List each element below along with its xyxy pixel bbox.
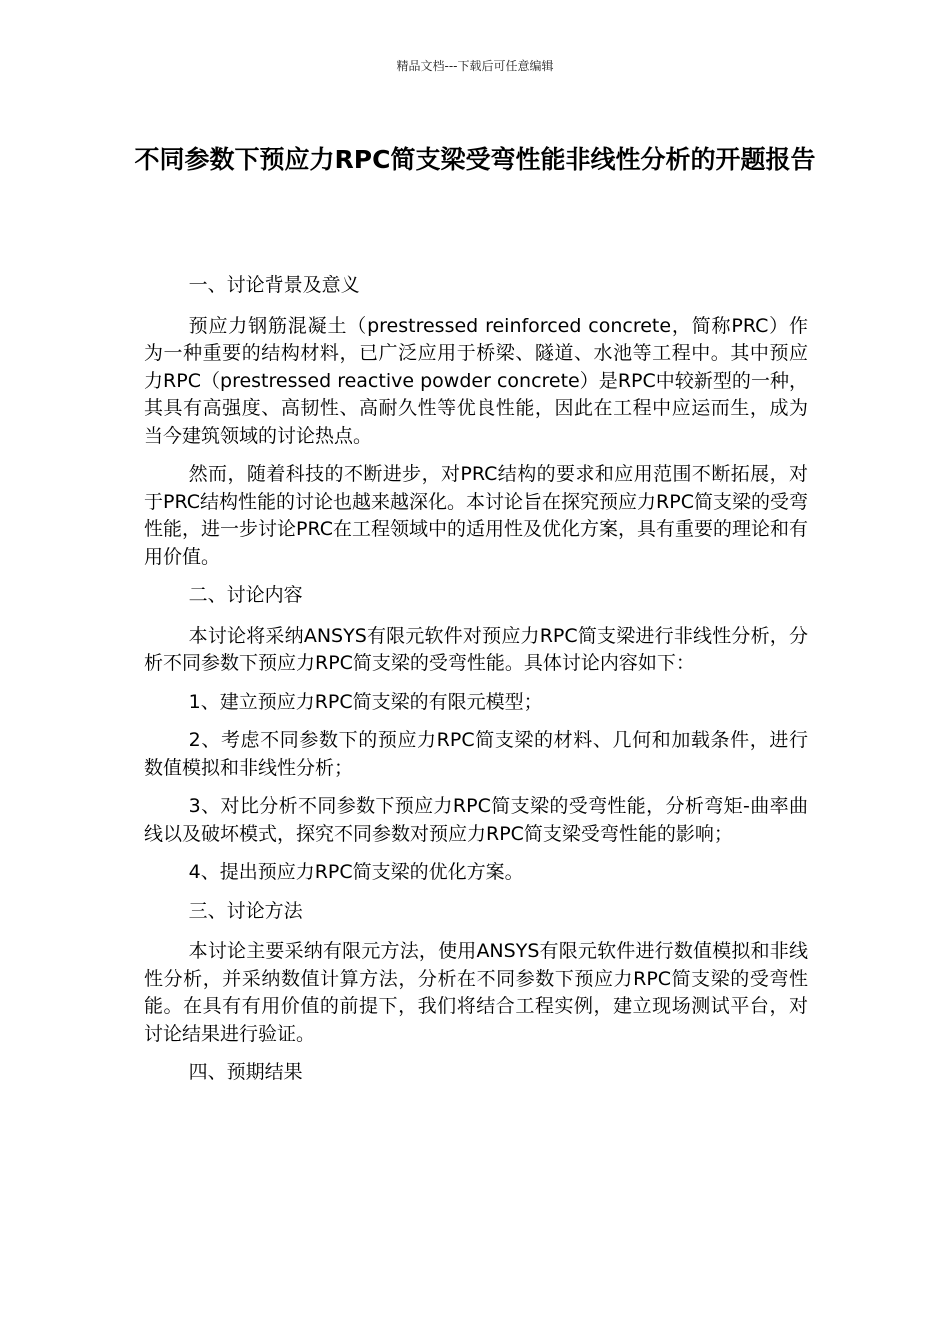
- list-item: 4、提出预应力RPC简支梁的优化方案。: [188, 861, 524, 883]
- document-body: [144, 272, 808, 1100]
- section-heading: 一、讨论背景及意义: [188, 274, 360, 296]
- section-heading: 二、讨论内容: [188, 584, 303, 606]
- header-note: 精品文档---下载后可任意编辑: [396, 59, 554, 73]
- list-item: 1、建立预应力RPC简支梁的有限元模型；: [188, 690, 543, 713]
- list-item: 3、对比分析不同参数下预应力RPC简支梁的受弯性能，分析弯矩-曲率曲线以及破坏模式，探究不同参数对预应力RPC简支梁受弯性能的影响；: [144, 795, 808, 845]
- paragraph: 预应力钢筋混凝土（prestressed reinforced concrete，简称PRC）作为一种重要的结构材料，已广泛应用于桥梁、隧道、水池等工程中。其中预应力RPC（prestressed reactive powder concrete）是RPC中较新型的一种，其具有高强度、高韧性、高耐久性等优良性能，因此在工程中应运而生，成为当今建筑领域的讨论热点。: [144, 314, 808, 447]
- paragraph: 然而，随着科技的不断进步，对PRC结构的要求和应用范围不断拓展，对于PRC结构性能的讨论也越来越深化。本讨论旨在探究预应力RPC简支梁的受弯性能，进一步讨论PRC在工程领域中的适用性及优化方案，具有重要的理论和有用价值。: [144, 463, 808, 568]
- paragraph: 本讨论主要采纳有限元方法，使用ANSYS有限元软件进行数值模拟和非线性分析，并采纳数值计算方法，分析在不同参数下预应力RPC简支梁的受弯性能。在具有有用价值的前提下，我们将结合工程实例，建立现场测试平台，对讨论结果进行验证。: [144, 940, 808, 1045]
- section-heading: 三、讨论方法: [188, 899, 303, 922]
- paragraph: 本讨论将采纳ANSYS有限元软件对预应力RPC简支梁进行非线性分析，分析不同参数下预应力RPC简支梁的受弯性能。具体讨论内容如下：: [144, 624, 808, 674]
- section-heading: 四、预期结果: [188, 1061, 303, 1083]
- list-item: 2、考虑不同参数下的预应力RPC简支梁的材料、几何和加载条件，进行数值模拟和非线性分析；: [144, 729, 808, 779]
- document-title: 不同参数下预应力RPC简支梁受弯性能非线性分析的开题报告: [134, 145, 816, 174]
